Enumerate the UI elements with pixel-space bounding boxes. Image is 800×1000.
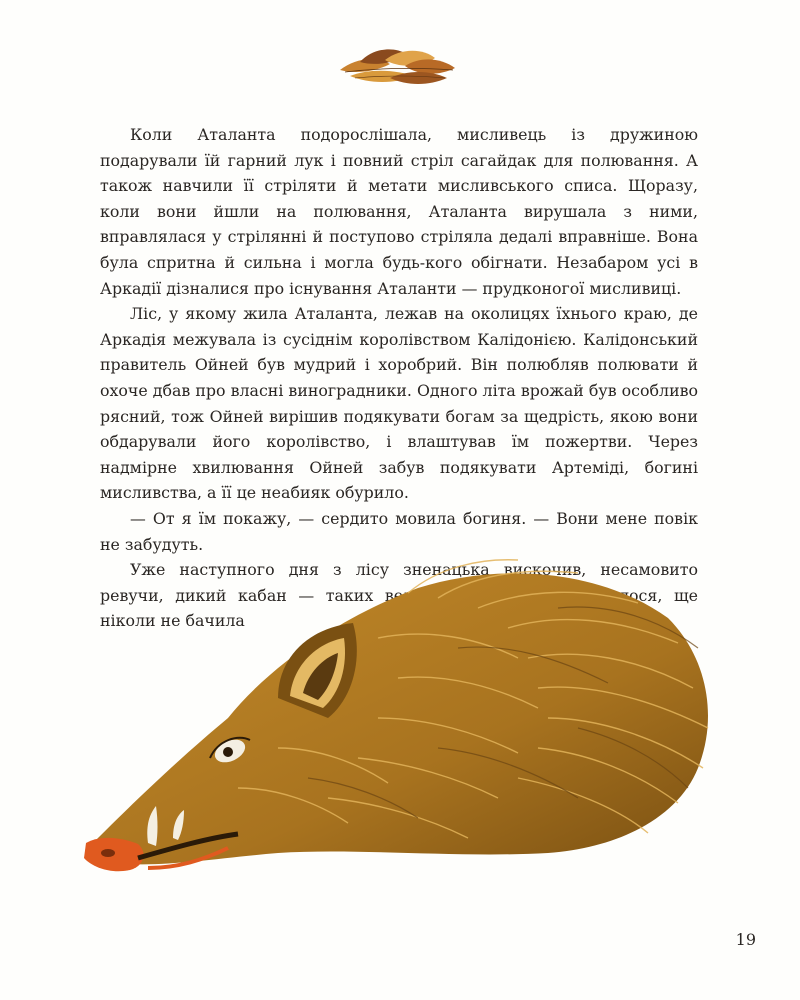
paragraph-4: Уже наступного дня з лісу зненацька вискочив, несамовито ревучи, дикий кабан — таких величезних кабанів, здавалося, ще ніколи не бачила — [100, 560, 698, 631]
paragraph-1: Коли Аталанта подорослішала, мисливець із дружиною подарували їй гарний лук і повний стріл сагайдак для полювання. А також навчили її стріляти й метати мисливського списа. Щоразу, коли вони йшли на полювання, Аталанта вирушала з ними, вправлялася у стрілянні й поступово стріляла дедалі вправніше. Вона була спритна й сильна і могла будь-кого обігнати. Незабаром усі в Аркадії дізналися про існування Аталанти — прудконогої мисливиці. — [100, 125, 698, 298]
paragraph-2: Ліс, у якому жила Аталанта, лежав на околицях їхнього краю, де Аркадія межувала із сусіднім королівством Калідонією. Калідонський правитель Ойней був мудрий і хоробрий. Він полюбляв полювати й охоче дбав про власні виноградники. Одного літа врожай був особливо рясний, тож Ойней вирішив подякувати богам за щедрість, якою вони обдарували його королівство, і влаштував їм пожертви. Через надмірне хвилювання Ойней забув подякувати Артеміді, богині мисливства, а її це неабияк обурило. — [100, 304, 698, 503]
leaf-garland-icon — [335, 40, 460, 88]
page-number: 19 — [735, 930, 756, 949]
paragraph-3: — От я їм покажу, — сердито мовила богиня. — Вони мене повік не забудуть. — [100, 508, 698, 554]
wild-boar-icon — [78, 548, 728, 893]
